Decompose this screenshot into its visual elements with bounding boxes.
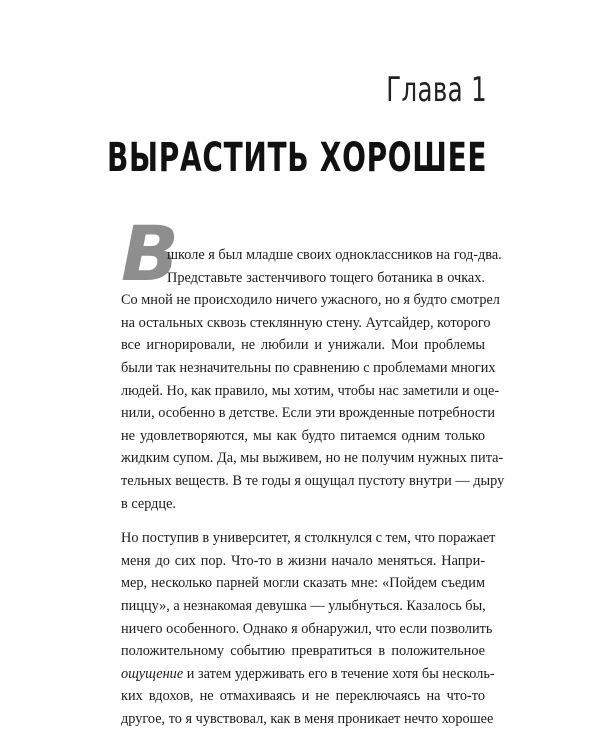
text-line: мер, несколько парней могли сказать мне: «Пойдем съедим bbox=[121, 575, 485, 592]
drop-cap: В bbox=[121, 209, 179, 298]
text-line-with-emphasis bbox=[121, 663, 495, 686]
text-line: меня до сих пор. Что-то в жизни начало меняться. Напри- bbox=[121, 552, 485, 569]
text-line: тельных веществ. В те годы я ощущал пустоту внутри — дыру bbox=[121, 472, 505, 489]
text-line: пиццу», а незнакомая девушка — улыбнуться. Казалось бы, bbox=[121, 597, 486, 614]
text-line: ких вдохов, не отмахиваясь и не переключаясь на что-то bbox=[121, 688, 485, 705]
text-line: не удовлетворяются, мы как будто питаемся одним только bbox=[121, 427, 485, 444]
text-line: все игнорировали, не любили и унижали. Мои проблемы bbox=[121, 337, 485, 354]
text-line: школе я был младше своих одноклассников на год-два. bbox=[167, 247, 502, 263]
text-line: на остальных сквозь стеклянную стену. Аутсайдер, которого bbox=[121, 314, 491, 331]
text-line: были так незначительны по сравнению с проблемами многих bbox=[121, 359, 496, 376]
text-line: положительному событию превратиться в положительное bbox=[121, 643, 485, 660]
body-text bbox=[121, 244, 505, 730]
text-line: в сердце. bbox=[121, 495, 176, 512]
text-line: Представьте застенчивого тощего ботаника в очках. bbox=[167, 269, 485, 286]
text-line: жидким супом. Да, мы выживем, но не получим нужных пита- bbox=[121, 450, 504, 467]
text-line: Со мной не происходило ничего ужасного, но я будто смотрел bbox=[121, 292, 500, 309]
chapter-title: ВЫРАСТИТЬ ХОРОШЕЕ bbox=[106, 135, 487, 181]
text-line: нили, особенно в детстве. Если эти врожденные потребности bbox=[121, 405, 496, 422]
paragraph-1 bbox=[121, 244, 505, 515]
paragraph-2 bbox=[121, 527, 496, 730]
text-line: ничего особенного. Однако я обнаружил, что если позволить bbox=[121, 620, 493, 637]
text-fragment: и затем удерживать его в течение хотя бы несколь- bbox=[183, 665, 495, 682]
text-line: другое, то я чувствовал, как в меня проникает нечто хорошее bbox=[121, 710, 494, 727]
chapter-label: Глава 1 bbox=[386, 70, 487, 110]
text-line: людей. Но, как правило, мы хотим, чтобы нас заметили и оце- bbox=[121, 382, 500, 399]
text-line: Но поступив в университет, я столкнулся с тем, что поражает bbox=[121, 530, 496, 547]
emphasized-word: ощущение bbox=[121, 665, 184, 682]
